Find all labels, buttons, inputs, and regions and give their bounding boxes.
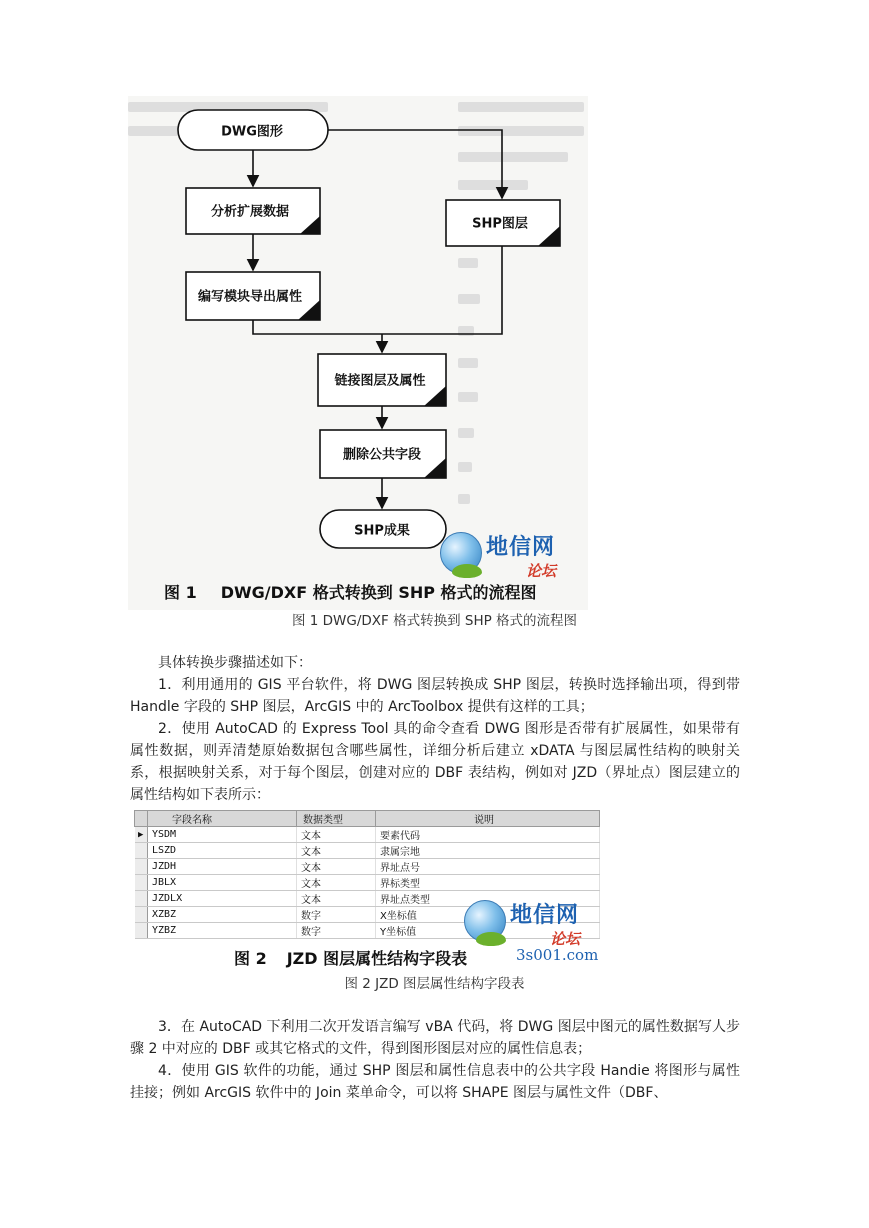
table-row [135,859,600,875]
table-header-row [135,811,600,827]
cell-data-type: 文本 [297,827,376,843]
figure-1-image-title-text: DWG/DXF 格式转换到 SHP 格式的流程图 [220,583,537,602]
step-2-paragraph: 2．使用 AutoCAD 的 Express Tool 具的命令查看 DWG 图形是否带有扩展属性，如果带有属性数据，则弄清楚原始数据包含哪些属性，详细分析后建立 xDATA 与图层属性结构的映射关系，根据映射关系，对于每个图层，创建对应的 DBF 表结构，例如对 JZD（界址点）图层建立的属性结构如下表所示： [130,721,740,803]
cell-description: 界址点类型 [376,891,600,907]
cell-field-name: XZBZ [148,907,297,923]
node-link-label: 链接图层及属性 [334,373,426,389]
watermark-logo [464,894,604,954]
figure-2-image-title-number: 图 2 [234,949,267,968]
node-analyze-label: 分析扩展数据 [210,204,290,220]
cell-description: 界址点号 [376,859,600,875]
row-selector [135,923,148,939]
row-selector [135,891,148,907]
cell-data-type: 数字 [297,923,376,939]
watermark-url: 3s001.com [516,946,599,964]
cell-field-name: JBLX [148,875,297,891]
cell-description: X坐标值 [376,907,600,923]
watermark-main-text: 地信网 [510,902,580,928]
node-write-module-label: 编写模块导出属性 [197,289,303,305]
cell-field-name: YSDM [148,827,297,843]
row-selector [135,907,148,923]
leaf-icon [476,932,506,946]
figure-1-image-title-number: 图 1 [164,583,197,602]
step-1-paragraph: 1．利用通用的 GIS 平台软件，将 DWG 图层转换成 SHP 图层，转换时选择输出项，得到带 Handle 字段的 SHP 图层，ArcGIS 中的 ArcToolbox 提供有这样的工具； [130,677,740,715]
figure-2-image-title-text: JZD 图层属性结构字段表 [286,949,468,968]
table-row [135,875,600,891]
cell-data-type: 数字 [297,907,376,923]
node-result-label: SHP成果 [354,523,410,539]
header-description: 说明 [376,811,600,827]
node-dwg-label: DWG图形 [221,124,283,140]
figure-1-image-title [164,580,537,603]
step-3-paragraph: 3．在 AutoCAD 下利用二次开发语言编写 vBA 代码，将 DWG 图层中图元的属性数据写人步骤 2 中对应的 DBF 或其它格式的文件，得到图形图层对应的属性信息表； [130,1019,740,1057]
header-selector-cell [135,811,148,827]
figure-2-caption: 图 2 JZD 图层属性结构字段表 [344,976,525,992]
watermark-sub-text: 论坛 [550,930,581,948]
cell-field-name: YZBZ [148,923,297,939]
watermark-sub-text: 论坛 [526,562,557,580]
cell-description: 隶属宗地 [376,843,600,859]
cell-data-type: 文本 [297,875,376,891]
row-selector [135,859,148,875]
watermark-logo [440,526,588,586]
row-selector [135,843,148,859]
cell-field-name: JZDLX [148,891,297,907]
cell-data-type: 文本 [297,891,376,907]
header-field-name: 字段名称 [148,811,297,827]
step-4-paragraph: 4．使用 GIS 软件的功能，通过 SHP 图层和属性信息表中的公共字段 Handie 将图形与属性挂接；例如 ArcGIS 软件中的 Join 菜单命令，可以将 SHAPE 图层与属性文件（DBF、 [130,1063,740,1101]
cell-field-name: JZDH [148,859,297,875]
node-delete-label: 删除公共字段 [342,447,422,463]
figure-1-caption: 图 1 DWG/DXF 格式转换到 SHP 格式的流程图 [291,613,578,629]
cell-description: 要素代码 [376,827,600,843]
leaf-icon [452,564,482,578]
row-selector [135,875,148,891]
figure-2-image-title [234,946,467,968]
table-row [135,827,600,843]
cell-data-type: 文本 [297,859,376,875]
header-data-type: 数据类型 [297,811,376,827]
table-row [135,843,600,859]
row-selector-arrow-icon: ▶ [135,827,148,843]
cell-data-type: 文本 [297,843,376,859]
cell-description: Y坐标值 [376,923,600,939]
edge-dwg-shp [328,130,502,198]
cell-description: 界标类型 [376,875,600,891]
node-shp-layer-label: SHP图层 [472,216,528,232]
figure-2-table-image [134,808,604,968]
intro-paragraph: 具体转换步骤描述如下： [158,655,312,671]
cell-field-name: LSZD [148,843,297,859]
watermark-main-text: 地信网 [486,534,556,560]
figure-1-flowchart [128,96,588,610]
